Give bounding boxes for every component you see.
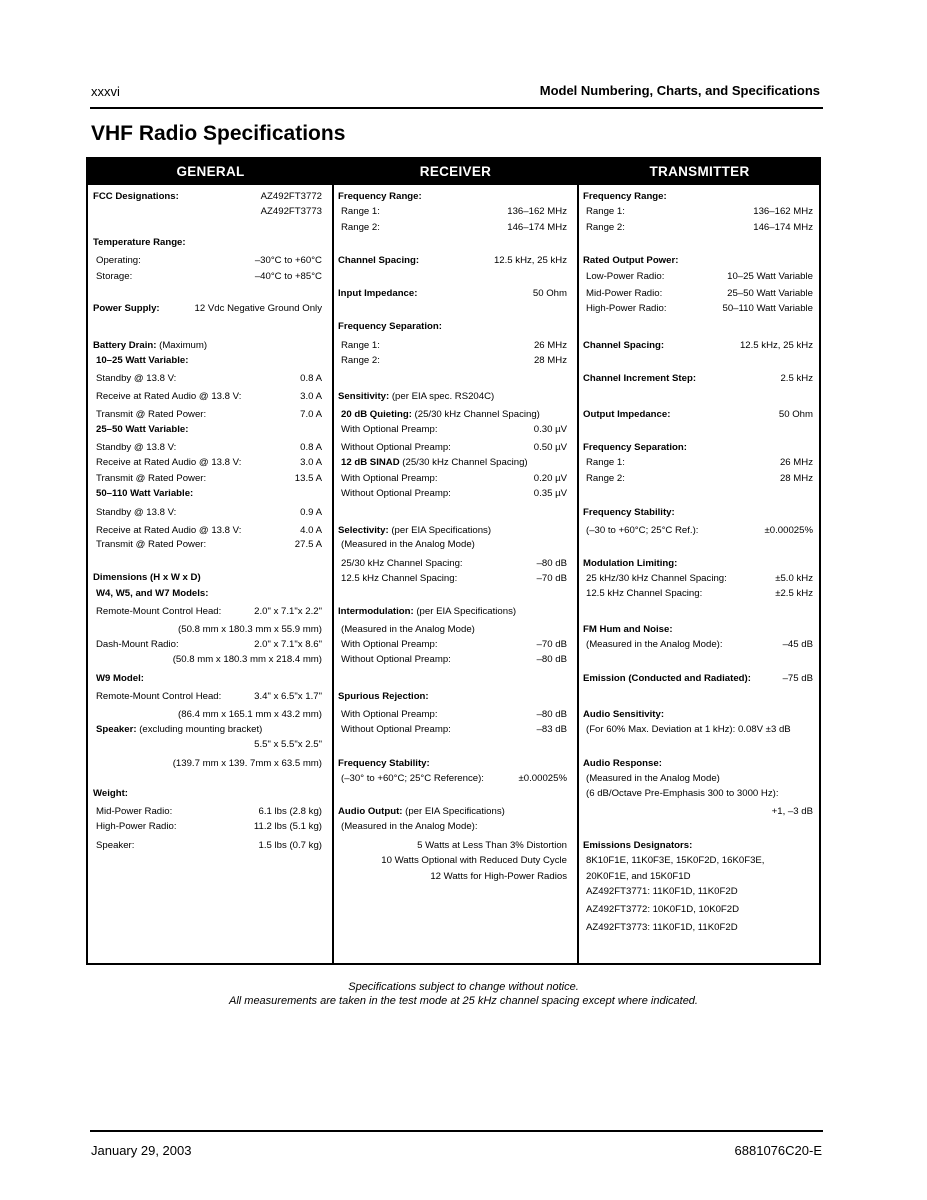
spec-row xyxy=(338,538,567,552)
spec-row xyxy=(583,638,813,652)
spec-label: With Optional Preamp: xyxy=(341,639,438,650)
spec-label: Frequency Stability: xyxy=(583,507,675,518)
spec-label: Standby @ 13.8 V: xyxy=(96,373,177,384)
spec-value: –70 dB xyxy=(536,573,567,584)
spec-label: Storage: xyxy=(96,271,133,282)
spec-label: Range 2: xyxy=(586,222,625,233)
spec-label: Without Optional Preamp: xyxy=(341,654,451,665)
spec-label: Dash-Mount Radio: xyxy=(96,639,179,650)
spec-table-header xyxy=(88,159,819,185)
spec-label: (Measured in the Analog Mode) xyxy=(341,624,475,635)
spec-label: Transmit @ Rated Power: xyxy=(96,539,207,550)
spec-value: 1.5 lbs (0.7 kg) xyxy=(258,840,322,851)
spec-row xyxy=(93,190,322,204)
spec-row xyxy=(93,354,322,368)
spec-label: Low-Power Radio: xyxy=(586,271,665,282)
spec-row xyxy=(338,221,567,235)
spec-row xyxy=(338,408,567,422)
spec-row xyxy=(338,757,567,771)
footer-date: January 29, 2003 xyxy=(91,1143,192,1158)
spec-label: 25/30 kHz Channel Spacing: xyxy=(341,558,463,569)
spec-label: Range 1: xyxy=(586,457,625,468)
spec-row xyxy=(338,708,567,722)
spec-row xyxy=(93,723,322,737)
spec-row xyxy=(338,320,567,334)
spec-row xyxy=(338,572,567,586)
spec-label: High-Power Radio: xyxy=(96,821,177,832)
spec-value: –80 dB xyxy=(536,654,567,665)
spec-label: Dimensions (H x W x D) xyxy=(93,572,201,583)
spec-label: Range 1: xyxy=(341,340,380,351)
spec-row xyxy=(583,787,813,801)
spec-label: Input Impedance: xyxy=(338,288,418,299)
spec-row xyxy=(93,390,322,404)
spec-value: AZ492FT3772 xyxy=(260,191,322,202)
spec-label: Standby @ 13.8 V: xyxy=(96,442,177,453)
spec-row xyxy=(583,339,813,353)
spec-label: Selectivity: (per EIA Specifications) xyxy=(338,525,492,536)
note-line: Specifications subject to change without notice. xyxy=(348,981,579,993)
spec-value: –75 dB xyxy=(782,673,813,684)
spec-label: Frequency Separation: xyxy=(338,321,442,332)
header-rule xyxy=(90,107,823,109)
spec-label: Range 1: xyxy=(341,206,380,217)
spec-row xyxy=(583,302,813,316)
spec-row xyxy=(93,339,322,353)
spec-row xyxy=(338,441,567,455)
spec-value: 2.5 kHz xyxy=(780,373,813,384)
spec-label: Range 2: xyxy=(341,355,380,366)
spec-row xyxy=(338,423,567,437)
spec-label: (–30° to +60°C; 25°C Reference): xyxy=(341,773,484,784)
spec-value: 13.5 A xyxy=(294,473,322,484)
spec-row xyxy=(338,339,567,353)
spec-row xyxy=(583,221,813,235)
spec-label: Audio Output: (per EIA Specifications) xyxy=(338,806,505,817)
spec-value: 25–50 Watt Variable xyxy=(727,288,813,299)
heading-transmitter: TRANSMITTER xyxy=(649,164,750,179)
spec-value: (50.8 mm x 180.3 mm x 55.9 mm) xyxy=(178,624,322,635)
page-title: VHF Radio Specifications xyxy=(91,122,346,145)
spec-row xyxy=(93,254,322,268)
spec-label: (–30 to +60°C; 25°C Ref.): xyxy=(586,525,699,536)
spec-row xyxy=(338,772,567,786)
spec-row xyxy=(583,190,813,204)
spec-value: –45 dB xyxy=(782,639,813,650)
spec-row xyxy=(93,538,322,552)
spec-label: Range 2: xyxy=(586,473,625,484)
spec-row xyxy=(583,254,813,268)
heading-receiver: RECEIVER xyxy=(419,164,492,179)
spec-label: AZ492FT3773: 11K0F1D, 11K0F2D xyxy=(586,922,738,933)
spec-row xyxy=(93,472,322,486)
spec-row xyxy=(338,638,567,652)
spec-label: Output Impedance: xyxy=(583,409,671,420)
spec-label: 25 kHz/30 kHz Channel Spacing: xyxy=(586,573,727,584)
spec-label: High-Power Radio: xyxy=(586,303,667,314)
spec-value: 0.20 µV xyxy=(533,473,567,484)
footer-doc-number: 6881076C20-E xyxy=(734,1143,822,1158)
spec-row xyxy=(338,190,567,204)
spec-value: –40°C to +85°C xyxy=(254,271,322,282)
spec-row xyxy=(93,787,322,801)
spec-label: 12.5 kHz Channel Spacing: xyxy=(341,573,458,584)
spec-row xyxy=(93,839,322,853)
spec-row xyxy=(583,921,813,935)
spec-row xyxy=(583,839,813,853)
spec-value: 146–174 MHz xyxy=(753,222,813,233)
spec-label: Receive at Rated Audio @ 13.8 V: xyxy=(96,457,242,468)
spec-value: 0.30 µV xyxy=(533,424,567,435)
spec-value: 50–110 Watt Variable xyxy=(722,303,813,314)
spec-label: W9 Model: xyxy=(96,673,144,684)
spec-value: –80 dB xyxy=(536,709,567,720)
spec-row xyxy=(338,557,567,571)
spec-row xyxy=(583,572,813,586)
spec-value: 0.35 µV xyxy=(533,488,567,499)
spec-row xyxy=(338,605,567,619)
spec-row xyxy=(93,487,322,501)
spec-value: 27.5 A xyxy=(294,539,322,550)
spec-row xyxy=(338,254,567,268)
spec-label: Receive at Rated Audio @ 13.8 V: xyxy=(96,391,242,402)
spec-value: –83 dB xyxy=(536,724,567,735)
spec-row xyxy=(338,723,567,737)
spec-value: (139.7 mm x 139. 7mm x 63.5 mm) xyxy=(172,758,322,769)
footer-rule xyxy=(90,1130,823,1132)
spec-label: Audio Response: xyxy=(583,758,662,769)
spec-row xyxy=(583,408,813,422)
spec-label: Frequency Range: xyxy=(583,191,667,202)
spec-row xyxy=(583,772,813,786)
spec-value: 5.5" x 5.5"x 2.5" xyxy=(254,739,322,750)
spec-label: Temperature Range: xyxy=(93,237,186,248)
spec-label: 10–25 Watt Variable: xyxy=(96,355,189,366)
spec-value: (50.8 mm x 180.3 mm x 218.4 mm) xyxy=(172,654,322,665)
spec-label: Modulation Limiting: xyxy=(583,558,678,569)
spec-row xyxy=(93,805,322,819)
spec-label: Mid-Power Radio: xyxy=(586,288,663,299)
spec-row xyxy=(583,472,813,486)
spec-row xyxy=(583,456,813,470)
spec-value: 26 MHz xyxy=(779,457,813,468)
spec-label: Receive at Rated Audio @ 13.8 V: xyxy=(96,525,242,536)
spec-label: Frequency Separation: xyxy=(583,442,687,453)
spec-label: FCC Designations: xyxy=(93,191,179,202)
spec-row xyxy=(583,885,813,899)
spec-label: (Measured in the Analog Mode): xyxy=(586,639,723,650)
spec-row xyxy=(93,441,322,455)
spec-label: AZ492FT3771: 11K0F1D, 11K0F2D xyxy=(586,886,738,897)
spec-value: –80 dB xyxy=(536,558,567,569)
spec-label: Channel Spacing: xyxy=(583,340,665,351)
spec-value: 12 Vdc Negative Ground Only xyxy=(194,303,322,314)
spec-row xyxy=(338,472,567,486)
spec-value: 6.1 lbs (2.8 kg) xyxy=(258,806,322,817)
spec-label: Spurious Rejection: xyxy=(338,691,429,702)
spec-label: Speaker: xyxy=(96,840,135,851)
spec-row xyxy=(583,672,813,686)
spec-value: 11.2 lbs (5.1 kg) xyxy=(253,821,322,832)
spec-row xyxy=(93,302,322,316)
spec-label: Rated Output Power: xyxy=(583,255,679,266)
spec-label: Audio Sensitivity: xyxy=(583,709,665,720)
spec-label: 50–110 Watt Variable: xyxy=(96,488,194,499)
spec-row xyxy=(93,708,322,722)
spec-row xyxy=(583,524,813,538)
spec-label: FM Hum and Noise: xyxy=(583,624,673,635)
spec-row xyxy=(338,805,567,819)
spec-label: 25–50 Watt Variable: xyxy=(96,424,189,435)
spec-label: Without Optional Preamp: xyxy=(341,488,451,499)
spec-label: 12.5 kHz Channel Spacing: xyxy=(586,588,703,599)
spec-label: 20 dB Quieting: (25/30 kHz Channel Spacing) xyxy=(341,409,540,420)
spec-notes xyxy=(0,980,927,1008)
spec-row xyxy=(583,623,813,637)
spec-row xyxy=(338,690,567,704)
spec-value: –30°C to +60°C xyxy=(254,255,322,266)
spec-value: 50 Ohm xyxy=(532,288,567,299)
spec-row xyxy=(583,723,813,737)
spec-row xyxy=(583,757,813,771)
spec-label: 20K0F1E, and 15K0F1D xyxy=(586,871,691,882)
spec-label: Transmit @ Rated Power: xyxy=(96,409,207,420)
spec-row xyxy=(93,408,322,422)
spec-row xyxy=(583,587,813,601)
spec-label: Weight: xyxy=(93,788,128,799)
spec-row xyxy=(583,708,813,722)
spec-value: 12.5 kHz, 25 kHz xyxy=(493,255,567,266)
spec-label: (Measured in the Analog Mode) xyxy=(341,539,475,550)
spec-value: 5 Watts at Less Than 3% Distortion xyxy=(417,840,567,851)
spec-row xyxy=(93,236,322,250)
spec-value: ±0.00025% xyxy=(764,525,813,536)
spec-row xyxy=(338,354,567,368)
spec-row xyxy=(338,870,567,884)
spec-label: Remote-Mount Control Head: xyxy=(96,606,222,617)
spec-value: ±0.00025% xyxy=(518,773,567,784)
spec-row xyxy=(583,805,813,819)
spec-value: –70 dB xyxy=(536,639,567,650)
spec-row xyxy=(93,623,322,637)
spec-value: 4.0 A xyxy=(300,525,322,536)
spec-row xyxy=(93,372,322,386)
spec-label: Mid-Power Radio: xyxy=(96,806,173,817)
spec-value: AZ492FT3773 xyxy=(260,206,322,217)
spec-value: 3.0 A xyxy=(300,457,322,468)
spec-row xyxy=(338,854,567,868)
spec-value: ±2.5 kHz xyxy=(775,588,813,599)
spec-value: 28 MHz xyxy=(533,355,567,366)
spec-row xyxy=(338,623,567,637)
spec-value: 2.0" x 7.1"x 2.2" xyxy=(254,606,322,617)
note-line: All measurements are taken in the test mode at 25 kHz channel spacing except where indicated. xyxy=(229,995,698,1007)
spec-row xyxy=(93,423,322,437)
spec-value: +1, –3 dB xyxy=(771,806,813,817)
spec-row xyxy=(583,903,813,917)
spec-value: 3.4" x 6.5"x 1.7" xyxy=(254,691,322,702)
spec-value: (86.4 mm x 165.1 mm x 43.2 mm) xyxy=(178,709,322,720)
spec-row xyxy=(583,372,813,386)
spec-label: Range 1: xyxy=(586,206,625,217)
spec-label: Speaker: (excluding mounting bracket) xyxy=(96,724,263,735)
spec-label: Without Optional Preamp: xyxy=(341,724,451,735)
spec-value: 10–25 Watt Variable xyxy=(727,271,813,282)
spec-label: Operating: xyxy=(96,255,141,266)
spec-row xyxy=(583,506,813,520)
spec-value: 2.0" x 7.1"x 8.6" xyxy=(254,639,322,650)
spec-value: 0.50 µV xyxy=(533,442,567,453)
spec-row xyxy=(338,839,567,853)
spec-row xyxy=(338,390,567,404)
spec-label: Emissions Designators: xyxy=(583,840,693,851)
spec-label: Frequency Stability: xyxy=(338,758,430,769)
spec-value: 26 MHz xyxy=(533,340,567,351)
spec-row xyxy=(583,557,813,571)
spec-row xyxy=(93,638,322,652)
spec-value: 3.0 A xyxy=(300,391,322,402)
spec-label: (For 60% Max. Deviation at 1 kHz): 0.08V ±3 dB xyxy=(586,724,791,735)
spec-row xyxy=(338,205,567,219)
spec-label: 12 dB SINAD (25/30 kHz Channel Spacing) xyxy=(341,457,528,468)
spec-label: With Optional Preamp: xyxy=(341,473,438,484)
spec-label: Channel Increment Step: xyxy=(583,373,697,384)
spec-row xyxy=(338,287,567,301)
spec-row xyxy=(93,456,322,470)
spec-label: Remote-Mount Control Head: xyxy=(96,691,222,702)
spec-label: Frequency Range: xyxy=(338,191,422,202)
spec-label: Transmit @ Rated Power: xyxy=(96,473,207,484)
spec-label: Range 2: xyxy=(341,222,380,233)
column-divider xyxy=(577,185,579,963)
spec-row xyxy=(583,270,813,284)
spec-row xyxy=(93,605,322,619)
spec-row xyxy=(583,441,813,455)
spec-label: (6 dB/Octave Pre-Emphasis 300 to 3000 Hz): xyxy=(586,788,779,799)
spec-label: With Optional Preamp: xyxy=(341,424,438,435)
spec-value: 28 MHz xyxy=(779,473,813,484)
spec-label: 8K10F1E, 11K0F3E, 15K0F2D, 16K0F3E, xyxy=(586,855,765,866)
spec-value: 12.5 kHz, 25 kHz xyxy=(739,340,813,351)
spec-row xyxy=(93,270,322,284)
chapter-title: Model Numbering, Charts, and Specifications xyxy=(539,83,820,98)
spec-row xyxy=(338,653,567,667)
spec-value: ±5.0 kHz xyxy=(775,573,813,584)
spec-value: 10 Watts Optional with Reduced Duty Cycle xyxy=(381,855,567,866)
spec-value: 146–174 MHz xyxy=(507,222,567,233)
spec-row xyxy=(583,287,813,301)
spec-row xyxy=(583,870,813,884)
spec-value: 12 Watts for High-Power Radios xyxy=(430,871,567,882)
spec-label: (Measured in the Analog Mode) xyxy=(586,773,720,784)
spec-label: Intermodulation: (per EIA Specifications) xyxy=(338,606,517,617)
spec-value: 0.8 A xyxy=(300,373,322,384)
spec-label: Without Optional Preamp: xyxy=(341,442,451,453)
spec-label: With Optional Preamp: xyxy=(341,709,438,720)
heading-general: GENERAL xyxy=(176,164,245,179)
spec-row xyxy=(93,672,322,686)
spec-label: Power Supply: xyxy=(93,303,160,314)
spec-label: (Measured in the Analog Mode): xyxy=(341,821,478,832)
spec-value: 50 Ohm xyxy=(778,409,813,420)
spec-row xyxy=(583,205,813,219)
spec-row xyxy=(93,587,322,601)
spec-value: 0.8 A xyxy=(300,442,322,453)
spec-row xyxy=(338,524,567,538)
spec-row xyxy=(93,820,322,834)
column-divider xyxy=(332,185,334,963)
spec-row xyxy=(338,456,567,470)
spec-label: Emission (Conducted and Radiated): xyxy=(583,673,751,684)
spec-row xyxy=(93,757,322,771)
spec-value: 0.9 A xyxy=(300,507,322,518)
spec-row xyxy=(338,820,567,834)
spec-label: Sensitivity: (per EIA spec. RS204C) xyxy=(338,391,495,402)
spec-row xyxy=(93,205,322,219)
spec-value: 136–162 MHz xyxy=(753,206,813,217)
spec-row xyxy=(93,524,322,538)
spec-value: 7.0 A xyxy=(300,409,322,420)
spec-row xyxy=(93,571,322,585)
page-number: xxxvi xyxy=(91,84,120,99)
spec-label: Standby @ 13.8 V: xyxy=(96,507,177,518)
spec-row xyxy=(93,506,322,520)
spec-label: Battery Drain: (Maximum) xyxy=(93,340,208,351)
spec-row xyxy=(583,854,813,868)
spec-label: Channel Spacing: xyxy=(338,255,420,266)
spec-row xyxy=(93,690,322,704)
spec-label: AZ492FT3772: 10K0F1D, 10K0F2D xyxy=(586,904,740,915)
spec-row xyxy=(93,738,322,752)
spec-row xyxy=(93,653,322,667)
spec-row xyxy=(338,487,567,501)
spec-label: W4, W5, and W7 Models: xyxy=(96,588,209,599)
spec-value: 136–162 MHz xyxy=(507,206,567,217)
